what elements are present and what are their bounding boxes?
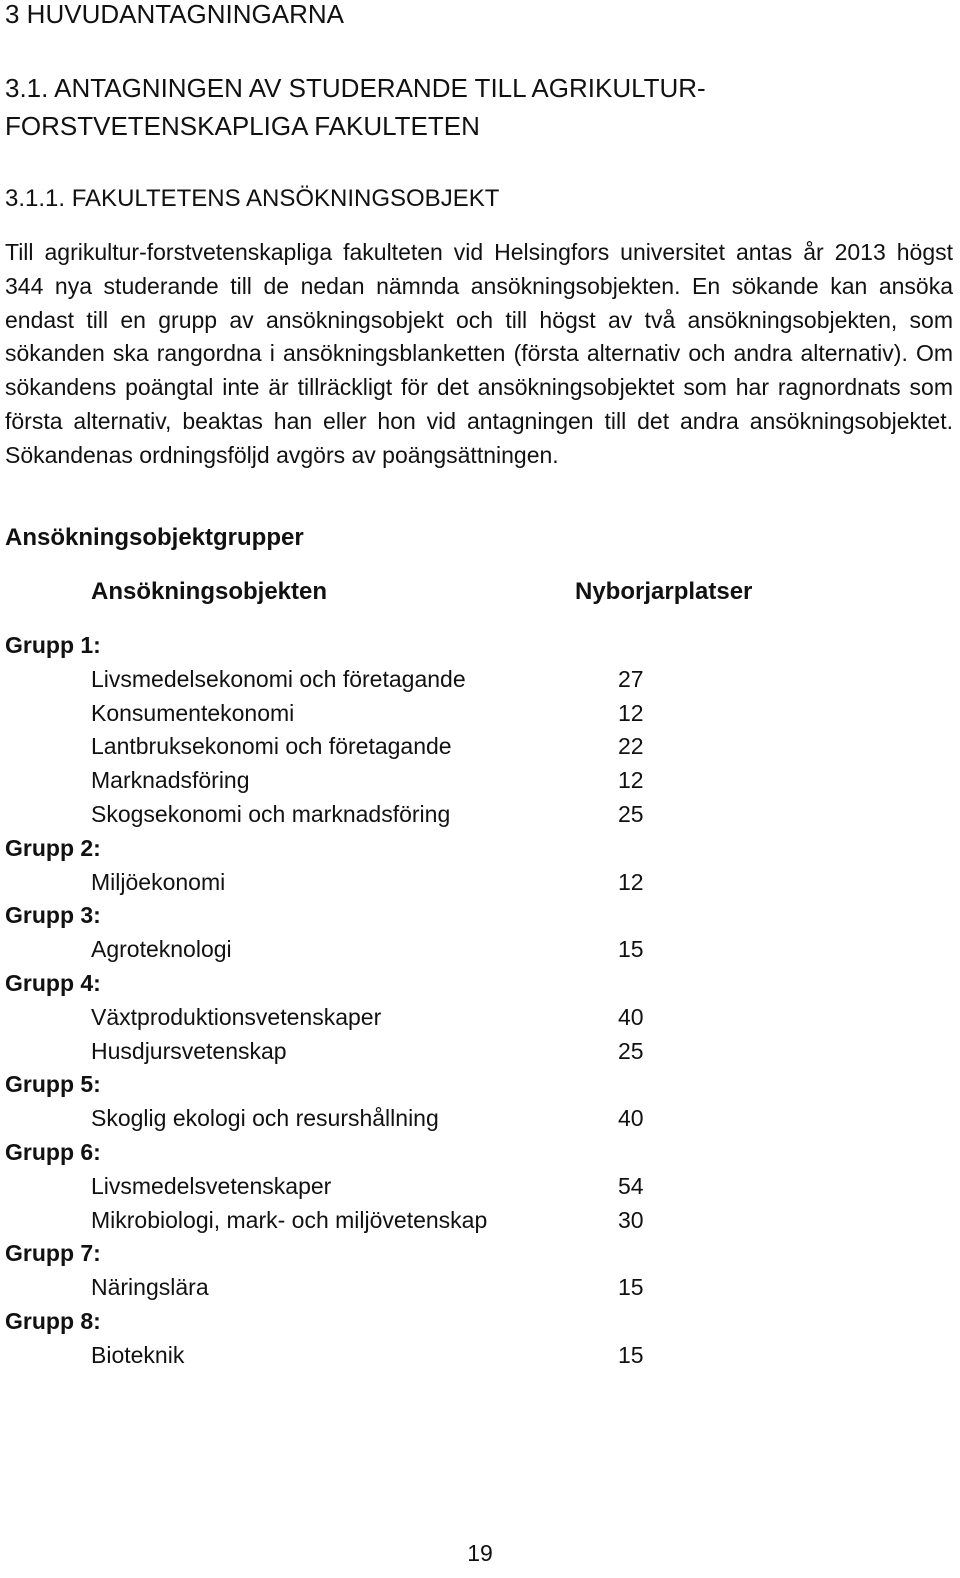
table-row <box>5 1339 705 1373</box>
group-label: Grupp 5: <box>5 1071 101 1098</box>
table-row <box>5 1271 705 1305</box>
program-name: Bioteknik <box>91 1341 185 1368</box>
program-seats: 12 <box>618 767 644 794</box>
groups-table <box>5 629 705 1373</box>
program-seats: 25 <box>618 800 644 827</box>
table-row <box>5 1001 705 1035</box>
group-label: Grupp 7: <box>5 1240 101 1267</box>
program-seats: 15 <box>618 1274 644 1301</box>
group-label: Grupp 8: <box>5 1307 101 1334</box>
program-name: Agroteknologi <box>91 936 232 963</box>
table-row <box>5 1170 705 1204</box>
program-seats: 40 <box>618 1003 644 1030</box>
program-name: Miljöekonomi <box>91 868 226 895</box>
section-heading: 3.1. ANTAGNINGEN AV STUDERANDE TILL AGRIKULTUR-FORSTVETENSKAPLIGA FAKULTETEN <box>5 73 706 141</box>
table-row <box>5 730 705 764</box>
table-row <box>5 1102 705 1136</box>
program-name: Konsumentekonomi <box>91 699 295 726</box>
group-label: Grupp 4: <box>5 969 101 996</box>
program-name: Husdjursvetenskap <box>91 1037 287 1064</box>
program-name: Marknadsföring <box>91 767 250 794</box>
group-label: Grupp 6: <box>5 1138 101 1165</box>
table-row <box>5 798 705 832</box>
column-header-seats: Nyborjarplatser <box>575 578 753 605</box>
program-seats: 15 <box>618 936 644 963</box>
table-row <box>5 866 705 900</box>
page-number: 19 <box>467 1540 493 1566</box>
groups-title: Ansökningsobjektgrupper <box>5 524 304 551</box>
program-seats: 12 <box>618 868 644 895</box>
program-seats: 27 <box>618 665 644 692</box>
group-label: Grupp 3: <box>5 902 101 929</box>
program-name: Mikrobiologi, mark- och miljövetenskap <box>91 1206 488 1233</box>
program-name: Livsmedelsekonomi och företagande <box>91 665 466 692</box>
program-name: Skogsekonomi och marknadsföring <box>91 800 451 827</box>
program-seats: 25 <box>618 1037 644 1064</box>
program-name: Livsmedelsvetenskaper <box>91 1172 332 1199</box>
program-seats: 12 <box>618 699 644 726</box>
table-row <box>5 1204 705 1238</box>
table-row <box>5 764 705 798</box>
group-label: Grupp 2: <box>5 834 101 861</box>
program-name: Lantbruksekonomi och företagande <box>91 733 452 760</box>
body-paragraph: Till agrikultur-forstvetenskapliga fakulteten vid Helsingfors universitet antas år 2013 högst 344 nya studerande till de nedan nämnda ansökningsobjekten. En sökande kan ansöka endast till en grupp av ansökningsobjekt och till högst av två ansökningsobjekten, som sökanden ska rangordna i ansökningsblanketten (första alternativ och andra alternativ). Om sökandens poängtal inte är tillräckligt för det ansökningsobjektet som har ragnordnats som första alternativ, beaktas han eller hon vid antagningen till det andra ansökningsobjektet. Sökandenas ordningsföljd avgörs av poängsättningen. <box>5 239 953 468</box>
table-row <box>5 933 705 967</box>
chapter-heading: 3 HUVUDANTAGNINGARNA <box>5 0 345 29</box>
program-name: Skoglig ekologi och resurshållning <box>91 1105 439 1132</box>
subsection-heading: 3.1.1. FAKULTETENS ANSÖKNINGSOBJEKT <box>5 185 500 212</box>
table-row <box>5 1035 705 1069</box>
program-seats: 15 <box>618 1341 644 1368</box>
program-name: Växtproduktionsvetenskaper <box>91 1003 382 1030</box>
program-seats: 22 <box>618 733 644 760</box>
group-label: Grupp 1: <box>5 632 101 658</box>
program-seats: 40 <box>618 1105 644 1132</box>
column-header-name: Ansökningsobjekten <box>91 578 328 605</box>
program-seats: 54 <box>618 1172 644 1199</box>
table-row <box>5 697 705 731</box>
table-row <box>5 663 705 697</box>
program-name: Näringslära <box>91 1274 209 1301</box>
program-seats: 30 <box>618 1206 644 1233</box>
